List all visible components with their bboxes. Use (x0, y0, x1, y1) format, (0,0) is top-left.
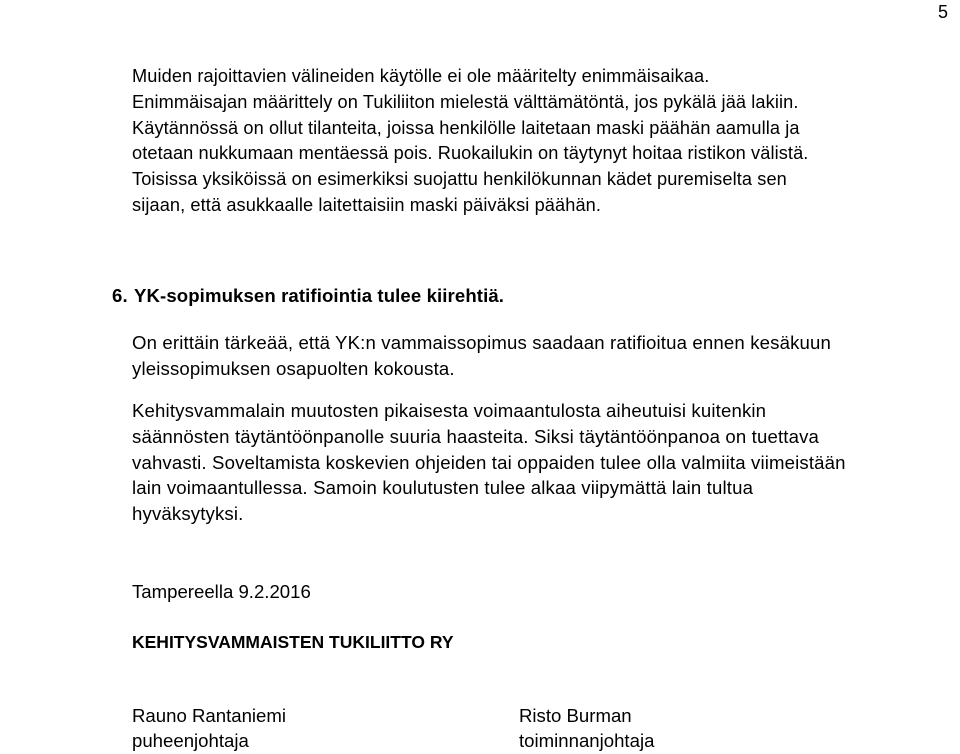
section-heading (112, 284, 504, 308)
signer-title: puheenjohtaja (132, 729, 249, 751)
paragraph-line: otetaan nukkumaan mentäessä pois. Ruokailukin on täytynyt hoitaa ristikon välistä. (132, 143, 809, 164)
paragraph-line: yleissopimuksen osapuolten kokousta. (132, 357, 455, 379)
paragraph-line: säännösten täytäntöönpanolle suuria haasteita. Siksi täytäntöönpanoa on tuettava (132, 425, 820, 447)
paragraph-line: Muiden rajoittavien välineiden käytölle ei ole määritelty enimmäisaikaa. (132, 66, 710, 86)
signer-director (519, 704, 654, 753)
paragraph-line: Käytännössä on ollut tilanteita, joissa henkilölle laitetaan maski päähän aamulla ja (132, 117, 800, 138)
paragraph-line: hyväksytyksi. (132, 503, 244, 525)
paragraph-line: vahvasti. Soveltamista koskevien ohjeiden tai oppaiden tulee olla valmiita viimeistään (132, 451, 846, 473)
place-date: Tampereella 9.2.2016 (132, 581, 311, 602)
signer-name: Rauno Rantaniemi (132, 705, 287, 726)
organization-name: KEHITYSVAMMAISTEN TUKILIITTO RY (132, 632, 454, 652)
section-title: YK-sopimuksen ratifiointia tulee kiirehtiä. (134, 285, 505, 306)
section-number: 6. (112, 285, 128, 306)
paragraph-line: Enimmäisajan määrittely on Tukiliiton mielestä välttämätöntä, jos pykälä jää lakiin. (132, 91, 799, 112)
signer-chair (132, 704, 286, 753)
signer-title: toiminnanjohtaja (519, 729, 655, 751)
paragraph-line: Toisissa yksiköissä on esimerkiksi suojattu henkilökunnan kädet puremiselta sen (132, 169, 787, 190)
paragraph-line: lain voimaantullessa. Samoin koulutusten tulee alkaa viipymättä lain tultua (132, 477, 754, 499)
paragraph-line: On erittäin tärkeää, että YK:n vammaissopimus saadaan ratifioitua ennen kesäkuun (132, 332, 831, 353)
signer-name: Risto Burman (519, 705, 632, 726)
intro-paragraph (132, 64, 808, 219)
paragraph-line: sijaan, että asukkaalle laitettaisiin maski päiväksi päähän. (132, 194, 602, 215)
page-number: 5 (937, 2, 948, 22)
implementation-paragraph (132, 398, 846, 527)
paragraph-line: Kehitysvammalain muutosten pikaisesta voimaantulosta aiheutuisi kuitenkin (132, 400, 767, 421)
ratification-paragraph (132, 330, 831, 382)
